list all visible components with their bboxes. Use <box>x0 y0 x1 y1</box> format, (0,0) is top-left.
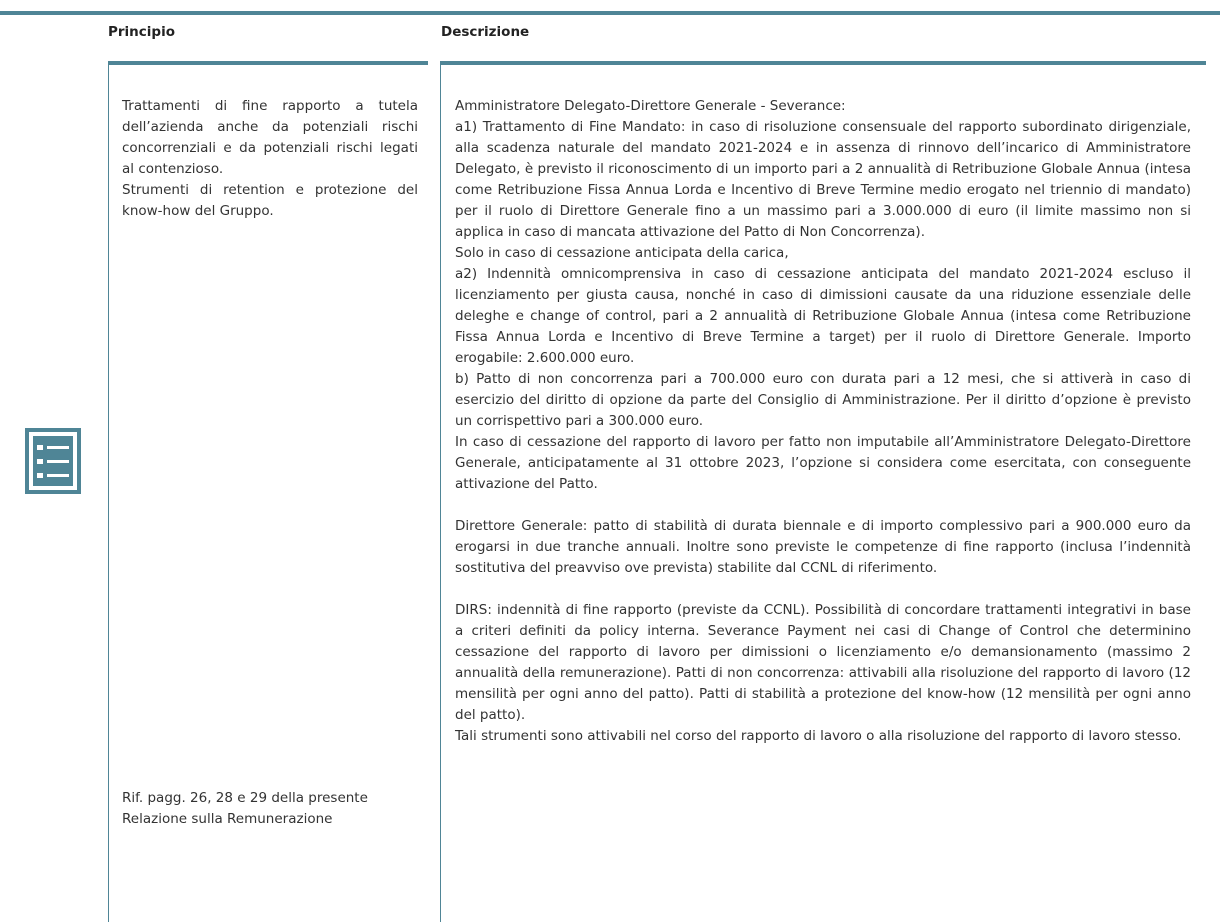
description-paragraph: Direttore Generale: patto di stabilità di durata biennale e di importo complessivo pari a 900.000 euro da erogarsi in due tranche annuali. Inoltre sono previste le competenze di fine rapporto (inclusa l’indennità sostitutiva del preavviso ove prevista) stabilite dal CCNL di riferimento. <box>455 518 1191 576</box>
page-reference: Rif. pagg. 26, 28 e 29 della presente Relazione sulla Remunerazione <box>122 790 368 827</box>
description-header: Descrizione <box>441 24 530 40</box>
description-paragraph: Solo in caso di cessazione anticipata della carica, <box>455 245 789 261</box>
description-paragraph: DIRS: indennità di fine rapporto (previste da CCNL). Possibilità di concordare trattamenti integrativi in base a criteri definiti da policy interna. Severance Payment nei casi di Change of Control che determinino cessazione del rapporto di lavoro per dimissioni o licenziamento e/o demansionamento (massimo 2 annualità della remunerazione). Patti di non concorrenza: attivabili alla risoluzione del rapporto di lavoro (12 mensilità per ogni anno del patto). Patti di stabilità a protezione del know-how (12 mensilità per ogni anno del patto). <box>455 602 1191 723</box>
description-column-border <box>440 61 441 922</box>
description-column-rule <box>440 61 1206 65</box>
principle-column-border <box>108 61 109 922</box>
principle-paragraph: Strumenti di retention e protezione del know-how del Gruppo. <box>122 182 418 219</box>
description-paragraph: b) Patto di non concorrenza pari a 700.000 euro con durata pari a 12 mesi, che si attiverà in caso di esercizio del diritto di opzione da parte del Consiglio di Amministrazione. Per il diritto d’opzione è previsto un corrispettivo pari a 300.000 euro. <box>455 371 1191 429</box>
checklist-icon <box>25 428 81 494</box>
description-paragraph: In caso di cessazione del rapporto di lavoro per fatto non imputabile all’Amministratore Delegato-Direttore Generale, anticipatamente al 31 ottobre 2023, l’opzione si considera come esercitata, con conseguente attivazione del Patto. <box>455 434 1191 492</box>
description-paragraph: a2) Indennità omnicomprensiva in caso di cessazione anticipata del mandato 2021-2024 escluso il licenziamento per giusta causa, nonché in caso di dimissioni causate da una riduzione essenziale delle deleghe e change of control, pari a 2 annualità di Retribuzione Globale Annua (intesa come Retribuzione Fissa Annua Lorda e Incentivo di Breve Termine a target) per il ruolo di Direttore Generale. Importo erogabile: 2.600.000 euro. <box>455 266 1191 366</box>
principle-text <box>122 96 418 222</box>
description-paragraph: Amministratore Delegato-Direttore Generale - Severance: <box>455 98 846 114</box>
description-paragraph: Tali strumenti sono attivabili nel corso del rapporto di lavoro o alla risoluzione del rapporto di lavoro stesso. <box>455 728 1182 744</box>
principle-column-rule <box>108 61 428 65</box>
principle-paragraph: Trattamenti di fine rapporto a tutela dell’azienda anche da potenziali rischi concorrenziali e da potenziali rischi legati al contenzioso. <box>122 98 418 177</box>
description-paragraph: a1) Trattamento di Fine Mandato: in caso di risoluzione consensuale del rapporto subordinato dirigenziale, alla scadenza naturale del mandato 2021-2024 e in assenza di rinnovo dell’incarico di Amministratore Delegato, è previsto il riconoscimento di un importo pari a 2 annualità di Retribuzione Globale Annua (intesa come Retribuzione Fissa Annua Lorda e Incentivo di Breve Termine medio erogato nel triennio di mandato) per il ruolo di Direttore Generale fino a un massimo pari a 3.000.000 di euro (il limite massimo non si applica in caso di mancata attivazione del Patto di Non Concorrenza). <box>455 119 1191 240</box>
description-text <box>455 96 1191 747</box>
principle-header: Principio <box>108 24 175 40</box>
top-rule <box>0 11 1220 15</box>
